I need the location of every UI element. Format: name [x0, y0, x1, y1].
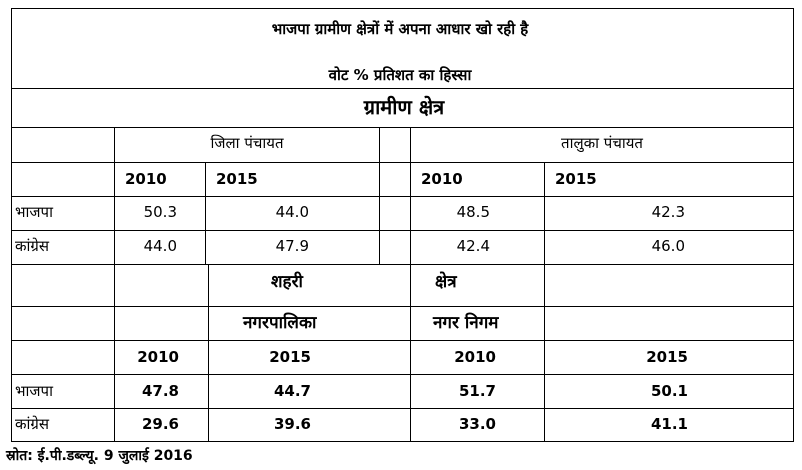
- source-note: स्रोत: ई.पी.डब्ल्यू. 9 जुलाई 2016: [6, 448, 193, 464]
- value-cell: 41.1: [650, 415, 688, 433]
- nagarpalika-header: नगरपालिका: [243, 313, 317, 333]
- year-header: 2015: [646, 348, 688, 366]
- value-cell: 44.0: [275, 203, 309, 221]
- value-cell: 51.7: [458, 382, 496, 400]
- rural-heading: ग्रामीण क्षेत्र: [363, 95, 445, 119]
- year-header: 2015: [216, 170, 258, 188]
- urban-heading-shahari: शहरी: [271, 272, 303, 292]
- party-label-bjp: भाजपा: [15, 203, 53, 221]
- value-cell: 44.0: [143, 237, 177, 255]
- value-cell: 42.4: [456, 237, 490, 255]
- value-cell: 46.0: [651, 237, 685, 255]
- col-divider: [379, 127, 380, 265]
- value-cell: 44.7: [273, 382, 311, 400]
- taluka-panchayat-header: तालुका पंचायत: [561, 134, 643, 152]
- row-divider: [11, 264, 794, 265]
- table-title: भाजपा ग्रामीण क्षेत्रों में अपना आधार खो रही है: [271, 20, 529, 38]
- year-header: 2010: [137, 348, 179, 366]
- value-cell: 50.3: [143, 203, 177, 221]
- row-divider: [11, 340, 794, 341]
- value-cell: 29.6: [141, 415, 179, 433]
- party-label-congress: कांग्रेस: [15, 237, 50, 255]
- zila-panchayat-header: जिला पंचायत: [210, 134, 284, 152]
- row-divider: [11, 196, 794, 197]
- year-header: 2015: [269, 348, 311, 366]
- year-header: 2010: [421, 170, 463, 188]
- value-cell: 39.6: [273, 415, 311, 433]
- year-header: 2010: [454, 348, 496, 366]
- row-divider: [11, 408, 794, 409]
- row-divider: [11, 162, 794, 163]
- nagar-nigam-header: नगर निगम: [433, 313, 499, 333]
- party-label-bjp: भाजपा: [15, 382, 53, 400]
- value-cell: 47.8: [141, 382, 179, 400]
- row-divider: [11, 230, 794, 231]
- row-divider: [11, 127, 794, 128]
- urban-heading-kshetra: क्षेत्र: [435, 272, 457, 292]
- value-cell: 42.3: [651, 203, 685, 221]
- row-divider: [11, 374, 794, 375]
- party-label-congress: कांग्रेस: [15, 415, 50, 433]
- year-header: 2015: [555, 170, 597, 188]
- year-header: 2010: [125, 170, 167, 188]
- value-cell: 33.0: [458, 415, 496, 433]
- value-cell: 48.5: [456, 203, 490, 221]
- table-subtitle: वोट % प्रतिशत का हिस्सा: [328, 66, 472, 84]
- value-cell: 50.1: [650, 382, 688, 400]
- value-cell: 47.9: [275, 237, 309, 255]
- row-divider: [11, 306, 794, 307]
- row-divider: [11, 88, 794, 89]
